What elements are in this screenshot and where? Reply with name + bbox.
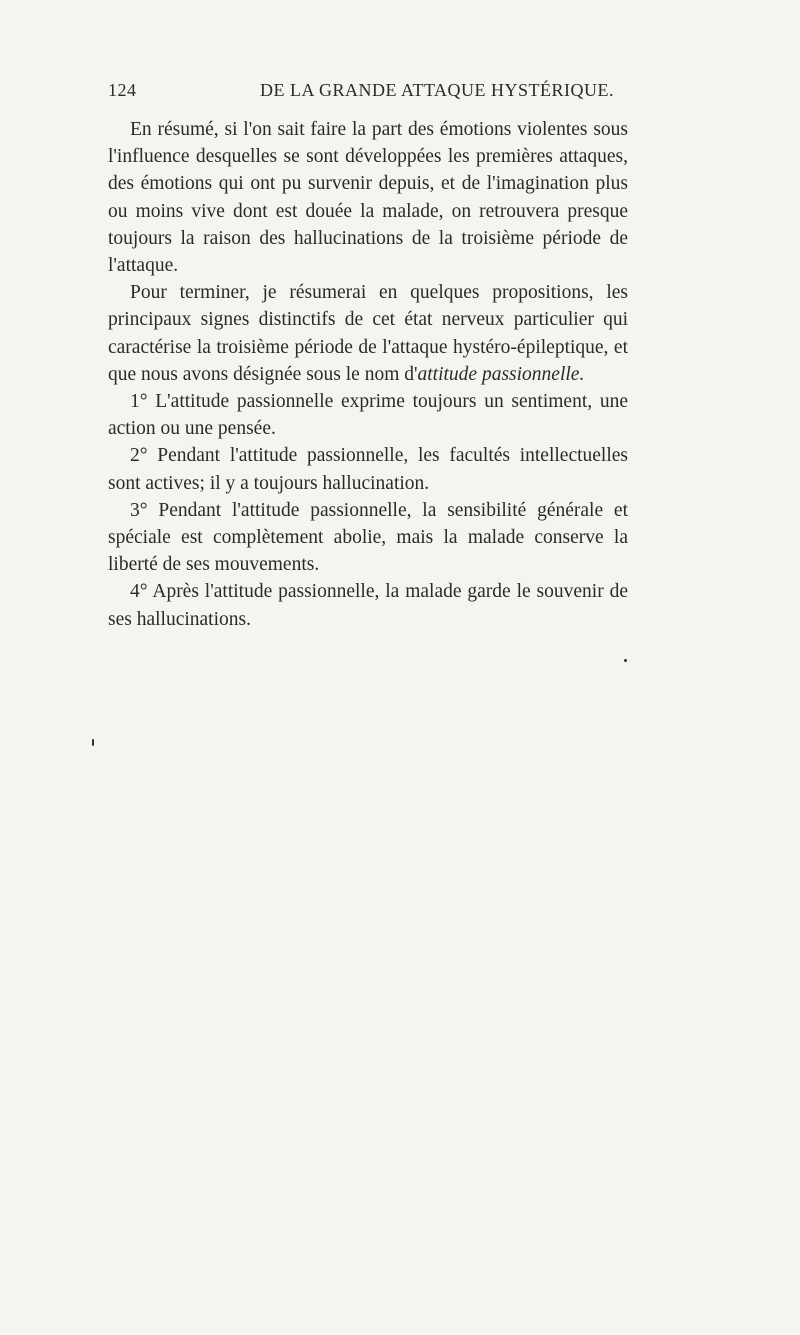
term-attitude-passionnelle: attitude passionnelle. [417,363,585,385]
running-head [108,80,628,108]
paragraph-summary: En résumé, si l'on sait faire la part des émotions violentes sous l'influence desquelles se sont développées les premières attaques, des émotions qui ont pu survenir depuis, et de l'imagination plus ou moins vive dont est douée la malade, on retrouvera presque toujours la raison des hallucinations de la troisième période de l'attaque. [108,119,628,277]
paragraph-conclusion [108,279,628,388]
proposition-3: 3° Pendant l'attitude passionnelle, la sensibilité générale et spéciale est complètement abolie, mais la malade conserve la liberté de ses mouvements. [108,499,628,576]
body-text [108,116,628,633]
proposition-4: 4° Après l'attitude passionnelle, la malade garde le souvenir de ses hallucinations. [108,581,628,630]
proposition-1: 1° L'attitude passionnelle exprime toujours un sentiment, une action ou une pensée. [108,391,628,440]
proposition-2: 2° Pendant l'attitude passionnelle, les facultés intellectuelles sont actives; il y a toujours hallucination. [108,445,628,494]
page-number: 124 [108,80,137,100]
paragraph-conclusion-text: Pour terminer, je résumerai en quelques propositions, les principaux signes distinctifs de cet état nerveux particulier qui caractérise la troisième période de l'attaque hystéro-épileptique, et que nous avons désignée sous le nom d' [108,282,628,385]
running-title: DE LA GRANDE ATTAQUE HYSTÉRIQUE. [260,80,615,100]
ink-speck [624,659,627,662]
ink-speck [92,739,94,746]
